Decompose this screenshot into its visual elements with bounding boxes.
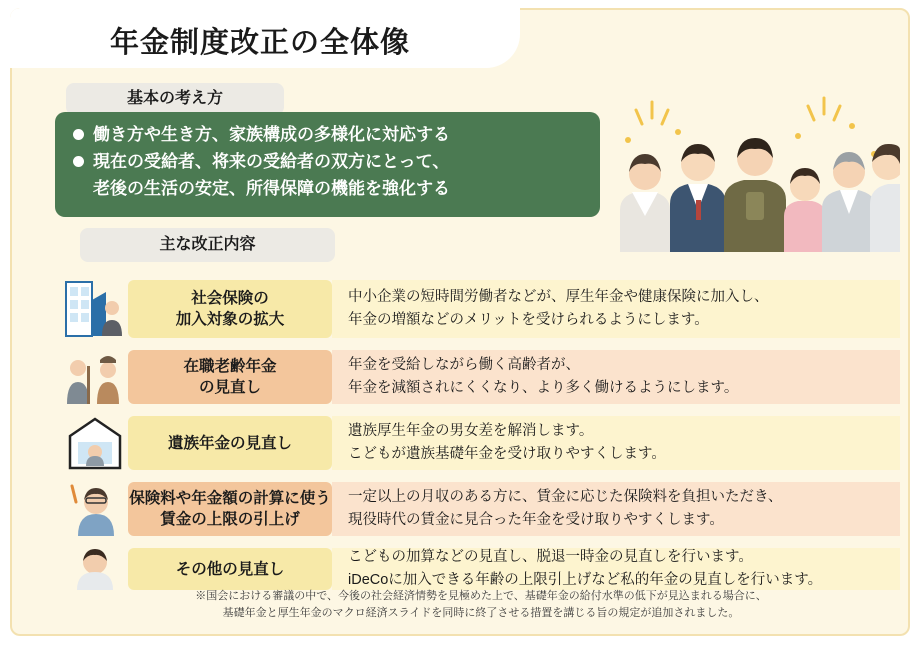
row-body-line2: iDeCoに加入できる年齢の上限引上げなど私的年金の見直しを行います。 <box>348 572 823 588</box>
page-title: 年金制度改正の全体像 <box>110 27 411 59</box>
basic-point-1 <box>73 122 586 147</box>
row-body-line1: 一定以上の月収のある方に、賃金に応じた保険料を負担いただき、 <box>348 489 783 505</box>
row-body <box>332 416 900 470</box>
row-label-line2: の見直し <box>198 379 261 396</box>
row-label <box>128 416 332 470</box>
row-body-line1: 年金を受給しながら働く高齢者が、 <box>348 357 580 373</box>
bullet-icon <box>73 129 84 140</box>
basic-point-2 <box>73 149 586 174</box>
table-row <box>62 480 900 538</box>
table-row <box>62 348 900 406</box>
row-body <box>332 548 900 590</box>
row-body-line2: 年金を減額されにくくなり、より多く働けるようにします。 <box>348 380 739 396</box>
basic-point-1-text: 働き方や生き方、家族構成の多様化に対応する <box>93 125 450 144</box>
person-pointing-icon <box>62 480 128 538</box>
row-body-line1: こどもの加算などの見直し、脱退一時金の見直しを行います。 <box>348 549 753 565</box>
working-elderly-icon <box>62 348 128 406</box>
table-row <box>62 414 900 472</box>
row-body-line2: こどもが遺族基礎年金を受け取りやすくします。 <box>348 446 666 462</box>
row-body <box>332 350 900 404</box>
row-label-line1: その他の見直し <box>175 560 285 578</box>
row-body-line1: 中小企業の短時間労働者などが、厚生年金や健康保険に加入し、 <box>348 289 769 305</box>
building-people-icon <box>62 278 128 340</box>
footnote <box>62 588 900 622</box>
row-body-line2: 年金の増額などのメリットを受けられるようにします。 <box>348 312 709 328</box>
row-body <box>332 482 900 536</box>
main-content-tab: 主な改正内容 <box>80 228 335 262</box>
table-row <box>62 546 900 592</box>
table-row <box>62 278 900 340</box>
person-smiling-icon <box>62 546 128 592</box>
basic-point-2-continued: 老後の生活の安定、所得保障の機能を強化する <box>93 179 450 198</box>
basic-concept-box <box>55 112 600 217</box>
footnote-line1: ※国会における審議の中で、今後の社会経済情勢を見極めた上で、基礎年金の給付水準の低下が見込まれる場合に、 <box>195 590 767 602</box>
house-person-icon <box>62 414 128 472</box>
basic-point-2-text: 現在の受給者、将来の受給者の双方にとって、 <box>93 152 450 171</box>
row-label <box>128 482 332 536</box>
row-label <box>128 548 332 590</box>
row-label-line1: 社会保険の <box>191 290 269 307</box>
people-illustration <box>612 92 900 252</box>
row-label-line1: 在職老齢年金 <box>183 358 277 375</box>
row-label <box>128 280 332 338</box>
basic-concept-tab: 基本の考え方 <box>66 83 284 115</box>
footnote-line2: 基礎年金と厚生年金のマクロ経済スライドを同時に終了させる措置を講じる旨の規定が追加されました。 <box>222 607 740 619</box>
row-body-line2: 現役時代の賃金に見合った年金を受け取りやすくします。 <box>348 512 724 528</box>
bullet-icon <box>73 156 84 167</box>
row-body-line1: 遺族厚生年金の男女差を解消します。 <box>348 423 594 439</box>
row-label-line1: 遺族年金の見直し <box>167 434 292 452</box>
row-label <box>128 350 332 404</box>
row-label-line1: 保険料や年金額の計算に使う <box>129 490 331 507</box>
row-body <box>332 280 900 338</box>
row-label-line2: 賃金の上限の引上げ <box>160 511 300 528</box>
row-label-line2: 加入対象の拡大 <box>175 311 285 328</box>
